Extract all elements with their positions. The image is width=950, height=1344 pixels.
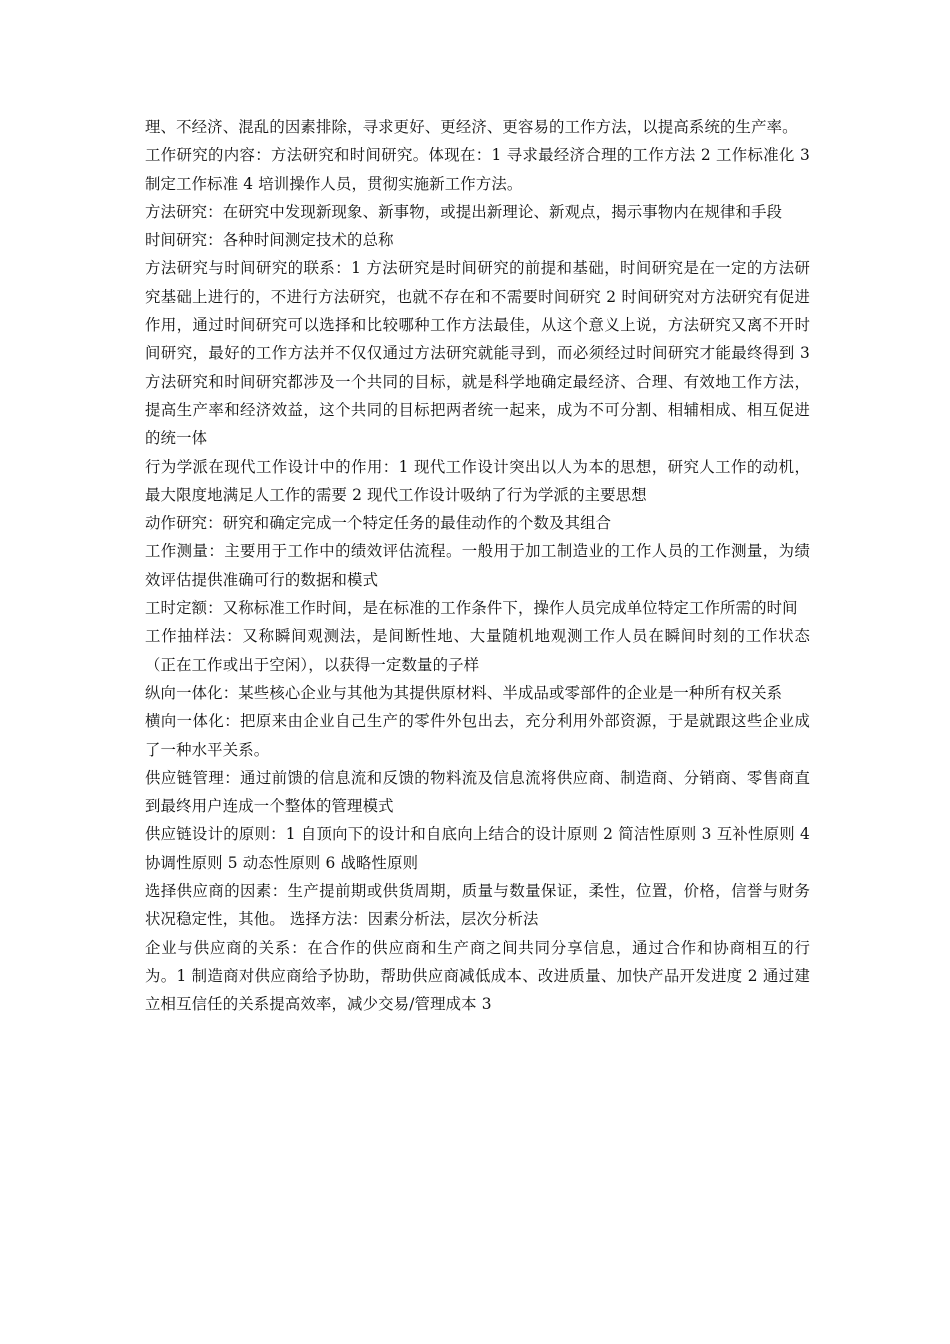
paragraph-supply-chain-management: 供应链管理：通过前馈的信息流和反馈的物料流及信息流将供应商、制造商、分销商、零售商直到最终用户连成一个整体的管理模式 [145, 768, 810, 816]
paragraph-supply-chain-design: 供应链设计的原则：1 自顶向下的设计和自底向上结合的设计原则 2 简洁性原则 3 互补性原则 4 协调性原则 5 动态性原则 6 战略性原则 [145, 825, 810, 872]
paragraph-vertical-integration: 纵向一体化：某些核心企业与其他为其提供原材料、半成品或零部件的企业是一种所有权关系 [145, 683, 783, 702]
paragraph-motion-study: 动作研究：研究和确定完成一个特定任务的最佳动作的个数及其组合 [145, 514, 612, 533]
paragraph-horizontal-integration: 横向一体化：把原来由企业自己生产的零件外包出去，充分利用外部资源，于是就跟这些企业成了一种水平关系。 [145, 712, 810, 759]
paragraph-work-study-content: 工作研究的内容：方法研究和时间研究。体现在：1 寻求最经济合理的工作方法 2 工作标准化 3 制定工作标准 4 培训操作人员，贯彻实施新工作方法。 [145, 146, 810, 193]
paragraph-method-study: 方法研究：在研究中发现新现象、新事物，或提出新理论、新观点，揭示事物内在规律和手段 [145, 202, 783, 221]
paragraph-work-sampling: 工作抽样法：又称瞬间观测法，是间断性地、大量随机地观测工作人员在瞬间时刻的工作状态（正在工作或出于空闲），以获得一定数量的子样 [145, 627, 810, 674]
paragraph-supplier-selection: 选择供应商的因素：生产提前期或供货周期，质量与数量保证，柔性，位置，价格，信誉与财务状况稳定性，其他。 选择方法：因素分析法，层次分析法 [145, 882, 810, 929]
document-body [145, 113, 810, 1019]
paragraph-work-measurement: 工作测量：主要用于工作中的绩效评估流程。一般用于加工制造业的工作人员的工作测量，为绩效评估提供准确可行的数据和模式 [145, 542, 810, 589]
paragraph-supplier-relationship: 企业与供应商的关系：在合作的供应商和生产商之间共同分享信息，通过合作和协商相互的行为。1 制造商对供应商给予协助，帮助供应商减低成本、改进质量、加快产品开发进度 2 通过建立相互信任的关系提高效率，减少交易/管理成本 3 [145, 938, 810, 1014]
paragraph-time-study: 时间研究：各种时间测定技术的总称 [145, 231, 394, 250]
paragraph-time-standard: 工时定额：又称标准工作时间，是在标准的工作条件下，操作人员完成单位特定工作所需的时间 [145, 599, 798, 618]
paragraph-continuation: 理、不经济、混乱的因素排除，寻求更好、更经济、更容易的工作方法，以提高系统的生产率。 [145, 118, 798, 136]
paragraph-behavioral-school: 行为学派在现代工作设计中的作用：1 现代工作设计突出以人为本的思想，研究人工作的动机，最大限度地满足人工作的需要 2 现代工作设计吸纳了行为学派的主要思想 [145, 457, 810, 504]
paragraph-method-time-relation: 方法研究与时间研究的联系：1 方法研究是时间研究的前提和基础，时间研究是在一定的方法研究基础上进行的，不进行方法研究，也就不存在和不需要时间研究 2 时间研究对方法研究有促进作用，通过时间研究可以选择和比较哪种工作方法最佳，从这个意义上说，方法研究又离不开时间研究，最好的工作方法并不仅仅通过方法研究就能寻到，而必须经过时间研究才能最终得到 3 方法研究和时间研究都涉及一个共同的目标，就是科学地确定最经济、合理、有效地工作方法，提高生产率和经济效益，这个共同的目标把两者统一起来，成为不可分割、相辅相成、相互促进的统一体 [145, 259, 810, 448]
